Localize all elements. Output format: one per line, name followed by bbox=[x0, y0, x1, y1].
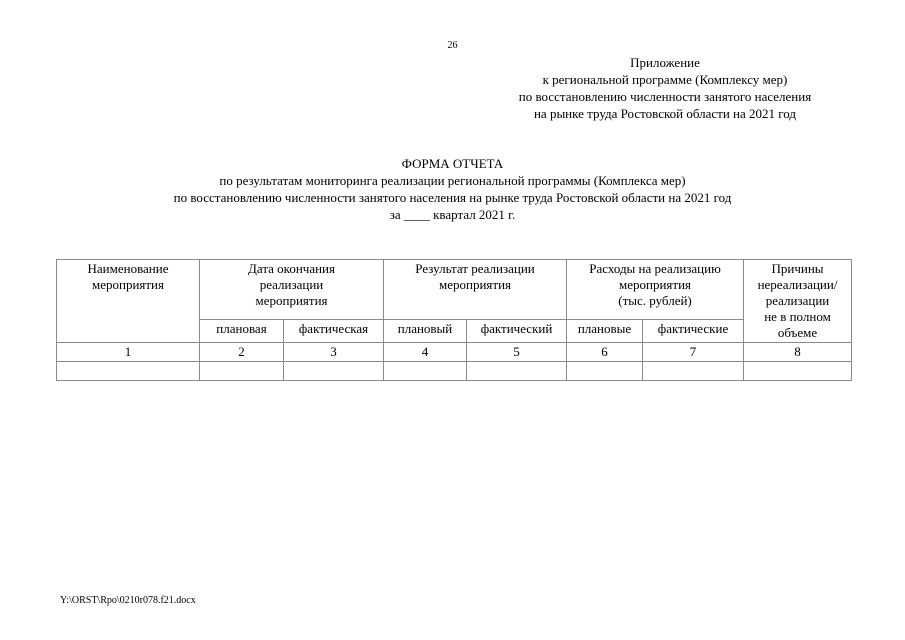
subheader-cell: плановые bbox=[567, 320, 643, 343]
column-number: 7 bbox=[643, 343, 744, 362]
form-title: ФОРМА ОТЧЕТА bbox=[401, 156, 504, 171]
subheader-cell: фактические bbox=[643, 320, 744, 343]
header-cell-reasons: Причины нереализации/ реализации не в полном объеме bbox=[744, 260, 852, 343]
subheader-cell: фактическая bbox=[284, 320, 384, 343]
form-period-line: за ____ квартал 2021 г. bbox=[389, 207, 516, 222]
appendix-line: к региональной программе (Комплексу мер) bbox=[542, 72, 788, 87]
subheader-cell: фактический bbox=[467, 320, 567, 343]
table-cell bbox=[567, 362, 643, 381]
table-cell bbox=[467, 362, 567, 381]
table-cell bbox=[284, 362, 384, 381]
table-row bbox=[57, 362, 852, 381]
form-subtitle-line: по результатам мониторинга реализации региональной программы (Комплекса мер) bbox=[219, 173, 686, 188]
column-number: 1 bbox=[57, 343, 200, 362]
column-number: 5 bbox=[467, 343, 567, 362]
page-number: 26 bbox=[447, 40, 458, 51]
form-subtitle-line: по восстановлению численности занятого населения на рынке труда Ростовской области на 2021 год bbox=[173, 190, 732, 205]
table-cell bbox=[384, 362, 467, 381]
column-number: 6 bbox=[567, 343, 643, 362]
appendix-line: Приложение bbox=[630, 55, 700, 70]
file-path-footer: Y:\ORST\Rpo\0210r078.f21.docx bbox=[60, 595, 196, 606]
subheader-cell: плановый bbox=[384, 320, 467, 343]
appendix-line: по восстановлению численности занятого населения bbox=[518, 89, 812, 104]
table-cell bbox=[200, 362, 284, 381]
header-cell-date: Дата окончания реализации мероприятия bbox=[200, 260, 384, 320]
table-cell bbox=[643, 362, 744, 381]
column-number: 4 bbox=[384, 343, 467, 362]
table-header-row bbox=[57, 260, 852, 320]
header-cell-name: Наименование мероприятия bbox=[57, 260, 200, 343]
form-heading bbox=[0, 155, 905, 223]
appendix-line: на рынке труда Ростовской области на 2021 год bbox=[533, 106, 797, 121]
header-cell-expenses: Расходы на реализацию мероприятия (тыс. рублей) bbox=[567, 260, 744, 320]
column-number: 8 bbox=[744, 343, 852, 362]
column-number: 3 bbox=[284, 343, 384, 362]
header-cell-result: Результат реализации мероприятия bbox=[384, 260, 567, 320]
table-cell bbox=[57, 362, 200, 381]
table-cell bbox=[744, 362, 852, 381]
column-number-row bbox=[57, 343, 852, 362]
appendix-header bbox=[470, 54, 860, 122]
report-table bbox=[56, 259, 852, 381]
column-number: 2 bbox=[200, 343, 284, 362]
subheader-cell: плановая bbox=[200, 320, 284, 343]
